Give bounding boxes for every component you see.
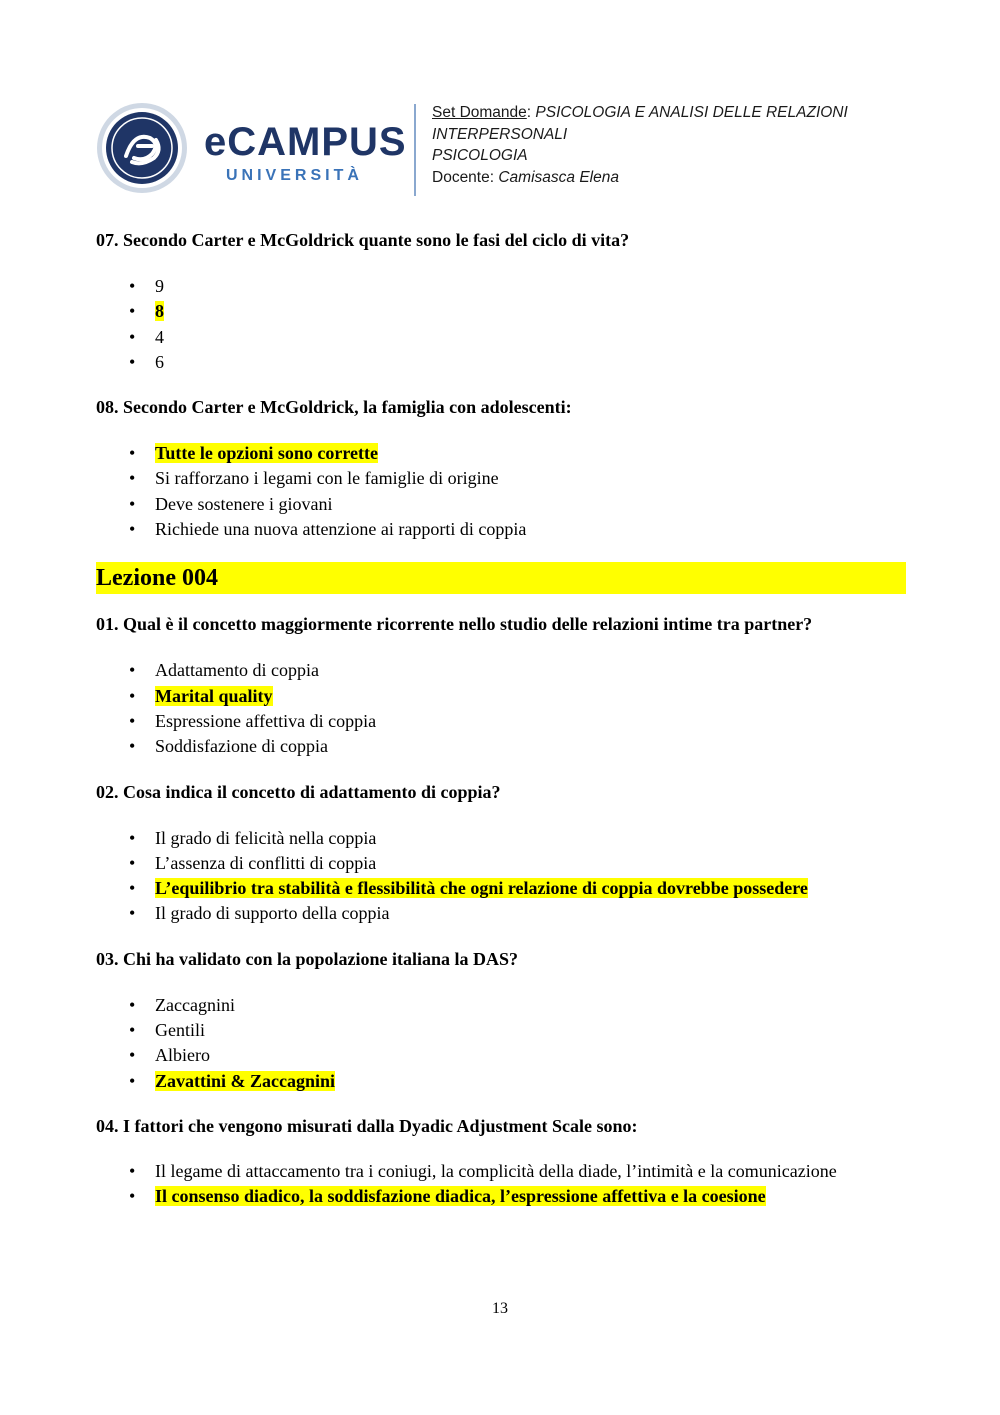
question-text: 04. I fattori che vengono misurati dalla Dyadic Adjustment Scale sono: xyxy=(96,1115,638,1136)
answer-option xyxy=(96,350,906,375)
answer-text: Richiede una nuova attenzione ai rapporti di coppia xyxy=(155,519,527,540)
answer-option-correct xyxy=(96,1184,906,1209)
answer-text: L’assenza di conflitti di coppia xyxy=(155,852,377,873)
docente-name: Camisasca Elena xyxy=(498,168,619,186)
document-content xyxy=(96,228,906,1229)
docente-line xyxy=(432,167,912,189)
lesson-title: Lezione 004 xyxy=(96,565,218,592)
lesson-heading xyxy=(96,562,906,594)
answer-option xyxy=(96,492,906,517)
answer-option xyxy=(96,901,906,926)
answer-text: Si rafforzano i legami con le famiglie di origine xyxy=(155,468,499,489)
answer-option xyxy=(96,1018,906,1043)
question-text: 01. Qual è il concetto maggiormente ricorrente nello studio delle relazioni intime tra partner? xyxy=(96,614,813,635)
answer-option xyxy=(96,325,906,350)
answer-option-correct xyxy=(96,876,906,901)
answer-options xyxy=(96,826,906,927)
answer-option-correct xyxy=(96,441,906,466)
answer-option xyxy=(96,826,906,851)
answer-option xyxy=(96,709,906,734)
answer-text: Adattamento di coppia xyxy=(155,660,319,681)
answer-text: 4 xyxy=(155,326,164,347)
answer-text: Albiero xyxy=(155,1045,210,1066)
course-name: PSICOLOGIA xyxy=(432,147,528,164)
answer-text: Il grado di felicità nella coppia xyxy=(155,827,377,848)
answer-option xyxy=(96,734,906,759)
answer-text: Il legame di attaccamento tra i coniugi, la complicità della diade, l’intimità e la comunicazione xyxy=(155,1160,837,1181)
answer-text: Tutte le opzioni sono corrette xyxy=(155,443,378,464)
answer-text: Zaccagnini xyxy=(155,994,235,1015)
answer-option xyxy=(96,993,906,1018)
answer-options xyxy=(96,441,906,542)
answer-text: Gentili xyxy=(155,1020,205,1041)
answer-text: Deve sostenere i giovani xyxy=(155,493,333,514)
answer-option-correct xyxy=(96,299,906,324)
answer-options xyxy=(96,274,906,375)
set-label: Set Domande xyxy=(432,104,527,121)
set-value: PSICOLOGIA E ANALISI DELLE RELAZIONI INTERPERSONALI xyxy=(432,104,848,143)
answer-option xyxy=(96,517,906,542)
answer-text: Zavattini & Zaccagnini xyxy=(155,1070,336,1091)
answer-options xyxy=(96,1160,906,1209)
answer-text: 9 xyxy=(155,276,164,296)
answer-text: Il consenso diadico, la soddisfazione diadica, l’espressione affettiva e la coesione xyxy=(155,1185,766,1206)
question-text: 07. Secondo Carter e McGoldrick quante sono le fasi del ciclo di vita? xyxy=(96,230,630,250)
set-domande-line: Set Domande: PSICOLOGIA E ANALISI DELLE RELAZIONI INTERPERSONALI xyxy=(432,104,848,143)
page-number: 13 xyxy=(492,1300,508,1317)
answer-option-correct xyxy=(96,684,906,709)
ecampus-logo xyxy=(96,100,406,196)
answer-text: 6 xyxy=(155,351,164,372)
answer-text: Soddisfazione di coppia xyxy=(155,736,328,757)
pre-lesson-questions xyxy=(96,228,906,542)
answer-option xyxy=(96,1160,906,1182)
question-text: 03. Chi ha validato con la popolazione italiana la DAS? xyxy=(96,948,519,969)
answer-option xyxy=(96,658,906,683)
answer-option xyxy=(96,466,906,491)
answer-text: L’equilibrio tra stabilità e flessibilità che ogni relazione di coppia dovrebbe possedere xyxy=(155,878,808,899)
header-info xyxy=(432,102,912,188)
document-header xyxy=(96,100,916,196)
answer-option-correct xyxy=(96,1069,906,1094)
answer-text: Il grado di supporto della coppia xyxy=(155,903,390,924)
logo-subtitle: UNIVERSITÀ xyxy=(226,167,363,184)
header-divider xyxy=(414,104,416,196)
answer-option xyxy=(96,851,906,876)
docente-label: Docente: xyxy=(432,168,495,186)
answer-option xyxy=(96,274,906,299)
answer-text: 8 xyxy=(155,301,164,322)
course-line xyxy=(432,145,912,167)
lesson-questions xyxy=(96,612,906,1209)
answer-options xyxy=(96,993,906,1094)
question-text: 02. Cosa indica il concetto di adattamento di coppia? xyxy=(96,781,501,802)
ecampus-seal-icon xyxy=(96,100,192,196)
answer-option xyxy=(96,1043,906,1068)
answer-text: Marital quality xyxy=(155,685,273,706)
answer-options xyxy=(96,658,906,759)
logo-wordmark: eCAMPUS xyxy=(204,120,407,164)
question-text: 08. Secondo Carter e McGoldrick, la famiglia con adolescenti: xyxy=(96,397,572,418)
answer-text: Espressione affettiva di coppia xyxy=(155,710,377,731)
